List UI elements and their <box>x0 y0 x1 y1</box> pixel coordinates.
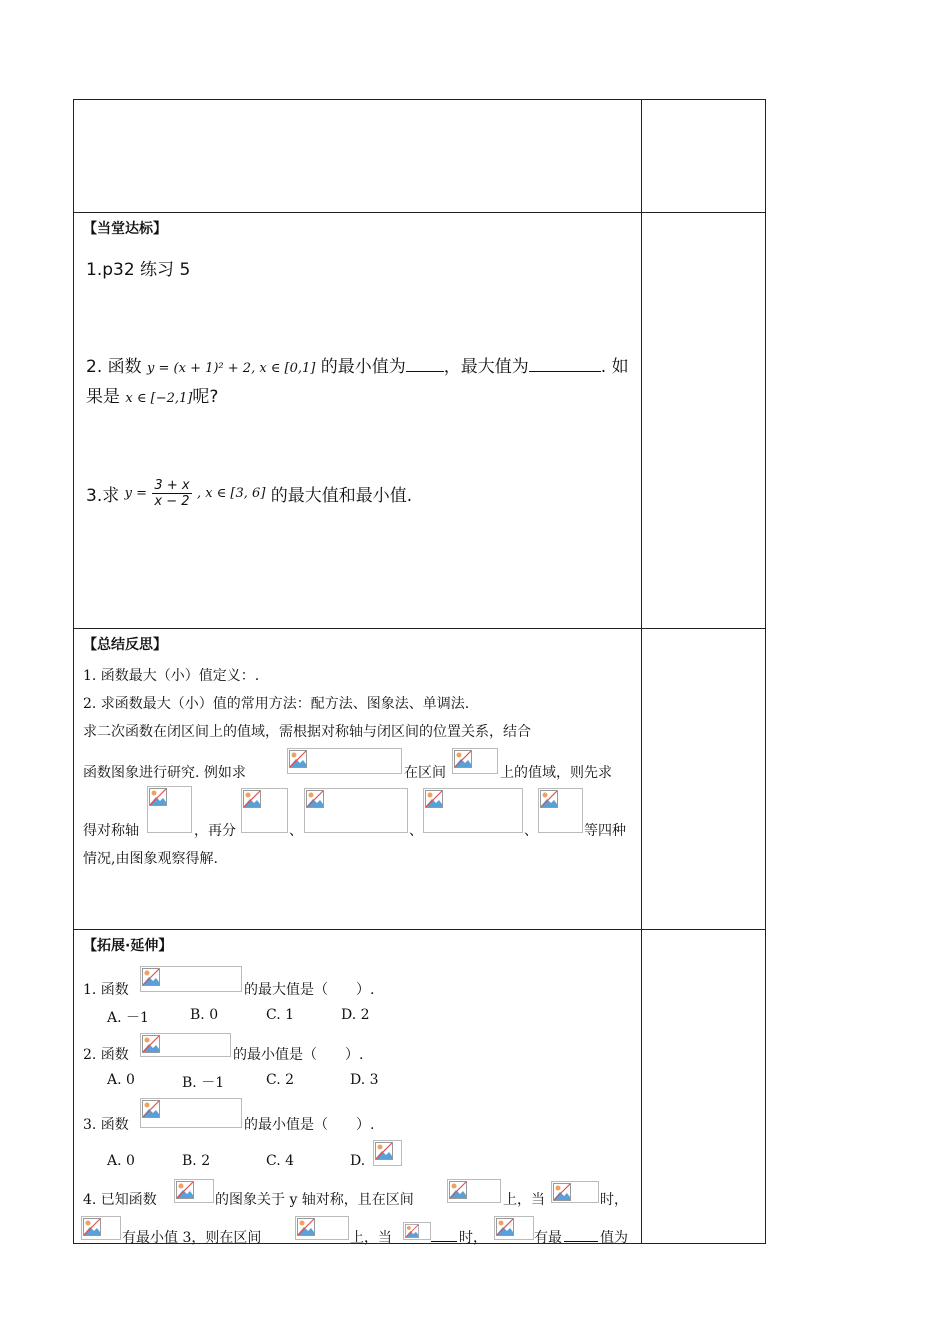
broken-image-icon <box>540 790 558 808</box>
question-3 <box>86 478 412 509</box>
question-2-line-1 <box>86 352 629 377</box>
answer-blank-x[interactable] <box>431 1227 457 1242</box>
ext-q1-suffix: 的最大值是（ ）. <box>244 982 375 998</box>
ext-q1-option-c[interactable]: C. 1 <box>266 1007 295 1023</box>
answer-blank-max[interactable] <box>529 357 601 372</box>
question-3-end: 的最大值和最小值. <box>270 486 413 506</box>
fraction-numerator: 3 + x <box>154 478 190 493</box>
ext-q2-option-d[interactable]: D. 3 <box>350 1072 379 1088</box>
column-divider <box>641 99 642 1244</box>
ext-q3-option-b[interactable]: B. 2 <box>182 1153 211 1169</box>
question-3-fraction <box>152 478 191 509</box>
broken-image-icon <box>553 1183 571 1201</box>
broken-image-icon <box>149 788 167 806</box>
broken-image-icon <box>297 1218 315 1236</box>
ext-q3-prefix: 3. 函数 <box>83 1117 129 1133</box>
summary-line-4c: 上的值域，则先求 <box>500 765 612 781</box>
broken-image-icon <box>425 790 443 808</box>
ext-q3-option-d[interactable]: D. <box>350 1153 366 1169</box>
ext-q1-option-b[interactable]: B. 0 <box>190 1007 219 1023</box>
formula-image <box>304 788 408 833</box>
formula-image <box>423 788 523 833</box>
summary-line-2: 2. 求函数最大（小）值的常用方法：配方法、图象法、单调法. <box>83 696 470 712</box>
ext-q4-part-e: 有最小值 3，则在区间 <box>122 1230 262 1246</box>
summary-line-6: 情况,由图象观察得解. <box>83 851 218 867</box>
ext-q1-prefix: 1. 函数 <box>83 982 129 998</box>
section-title-summary: 【总结反思】 <box>83 637 167 653</box>
ext-q4-part-g: 时， <box>459 1230 487 1246</box>
row-divider-1 <box>73 212 766 213</box>
broken-image-icon <box>176 1181 194 1199</box>
ext-q2-option-c[interactable]: C. 2 <box>266 1072 295 1088</box>
formula-image <box>452 748 498 774</box>
broken-image-icon <box>142 1035 160 1053</box>
formula-image <box>174 1179 214 1203</box>
formula-image <box>147 786 192 833</box>
summary-line-5end: 等四种 <box>584 823 626 839</box>
broken-image-icon <box>375 1142 393 1160</box>
ext-q4-part-c: 上，当 <box>503 1192 545 1208</box>
row-divider-2 <box>73 628 766 629</box>
formula-image <box>140 966 242 992</box>
broken-image-icon <box>454 750 472 768</box>
question-1: 1.p32 练习 5 <box>86 260 191 280</box>
summary-line-5b: ，再分 <box>194 823 236 839</box>
summary-sep-2: 、 <box>409 823 423 839</box>
question-2-line2-end: 呢? <box>192 387 219 407</box>
ext-q4-part-d: 时， <box>600 1192 628 1208</box>
question-3-prefix: 3.求 <box>86 486 120 506</box>
summary-line-4a: 函数图象进行研究. 例如求 <box>83 765 246 781</box>
ext-q3-option-a[interactable]: A. 0 <box>107 1153 135 1169</box>
summary-sep-3: 、 <box>524 823 538 839</box>
section-title-practice: 【当堂达标】 <box>83 221 167 237</box>
ext-q4-part-f: 上，当 <box>350 1230 392 1246</box>
question-2-prefix: 2. 函数 <box>86 357 142 377</box>
question-2-mid: 的最小值为 <box>320 357 406 377</box>
formula-image <box>241 788 288 833</box>
row-divider-3 <box>73 929 766 930</box>
question-3-y: y = <box>124 486 148 501</box>
summary-line-5a: 得对称轴 <box>83 823 139 839</box>
question-2-mid2: ，最大值为 <box>443 357 529 377</box>
summary-sep-1: 、 <box>289 823 303 839</box>
question-3-domain: , x ∈ [3, 6] <box>196 486 266 501</box>
broken-image-icon <box>142 968 160 986</box>
broken-image-icon <box>449 1181 467 1199</box>
formula-image <box>551 1181 599 1203</box>
formula-image <box>287 748 402 774</box>
question-2-line2-prefix: 果是 <box>86 387 120 407</box>
ext-q2-option-b[interactable]: B. －1 <box>182 1075 225 1091</box>
question-2-line-2 <box>86 382 218 407</box>
ext-q3-option-c[interactable]: C. 4 <box>266 1153 295 1169</box>
ext-q4-part-h: 有最 <box>534 1230 562 1246</box>
ext-q4-part-b: 的图象关于 y 轴对称，且在区间 <box>215 1192 414 1208</box>
broken-image-icon <box>142 1100 160 1118</box>
broken-image-icon <box>496 1218 514 1236</box>
ext-q3-suffix: 的最小值是（ ）. <box>244 1117 375 1133</box>
formula-image <box>81 1216 121 1240</box>
summary-line-3: 求二次函数在闭区间上的值域，需根据对称轴与闭区间的位置关系，结合 <box>83 724 531 740</box>
ext-q1-option-d[interactable]: D. 2 <box>341 1007 370 1023</box>
answer-blank-extreme[interactable] <box>564 1227 598 1242</box>
question-2-formula: y = (x + 1)² + 2, x ∈ [0,1] <box>147 361 316 376</box>
formula-image <box>403 1222 431 1240</box>
formula-image <box>140 1033 231 1057</box>
question-2-line2-formula: x ∈ [−2,1] <box>125 391 193 406</box>
formula-image <box>447 1179 501 1203</box>
ext-q2-prefix: 2. 函数 <box>83 1047 129 1063</box>
formula-image <box>373 1140 402 1166</box>
fraction-denominator: x − 2 <box>154 494 190 509</box>
broken-image-icon <box>83 1218 101 1236</box>
formula-image <box>494 1216 534 1240</box>
ext-q2-suffix: 的最小值是（ ）. <box>233 1047 364 1063</box>
broken-image-icon <box>306 790 324 808</box>
broken-image-icon <box>405 1224 419 1238</box>
broken-image-icon <box>243 790 261 808</box>
formula-image <box>140 1098 242 1128</box>
ext-q2-option-a[interactable]: A. 0 <box>107 1072 135 1088</box>
answer-blank-min[interactable] <box>406 357 444 372</box>
question-2-end: . 如 <box>600 357 629 377</box>
broken-image-icon <box>289 750 307 768</box>
ext-q4-part-i: 值为 <box>600 1230 628 1246</box>
formula-image <box>295 1216 349 1240</box>
ext-q4-part-a: 4. 已知函数 <box>83 1192 157 1208</box>
section-title-extension: 【拓展·延伸】 <box>83 938 173 954</box>
formula-image <box>538 788 583 833</box>
summary-line-4b: 在区间 <box>404 765 446 781</box>
ext-q1-option-a[interactable]: A. －1 <box>107 1010 149 1026</box>
summary-line-1: 1. 函数最大（小）值定义：. <box>83 668 260 684</box>
